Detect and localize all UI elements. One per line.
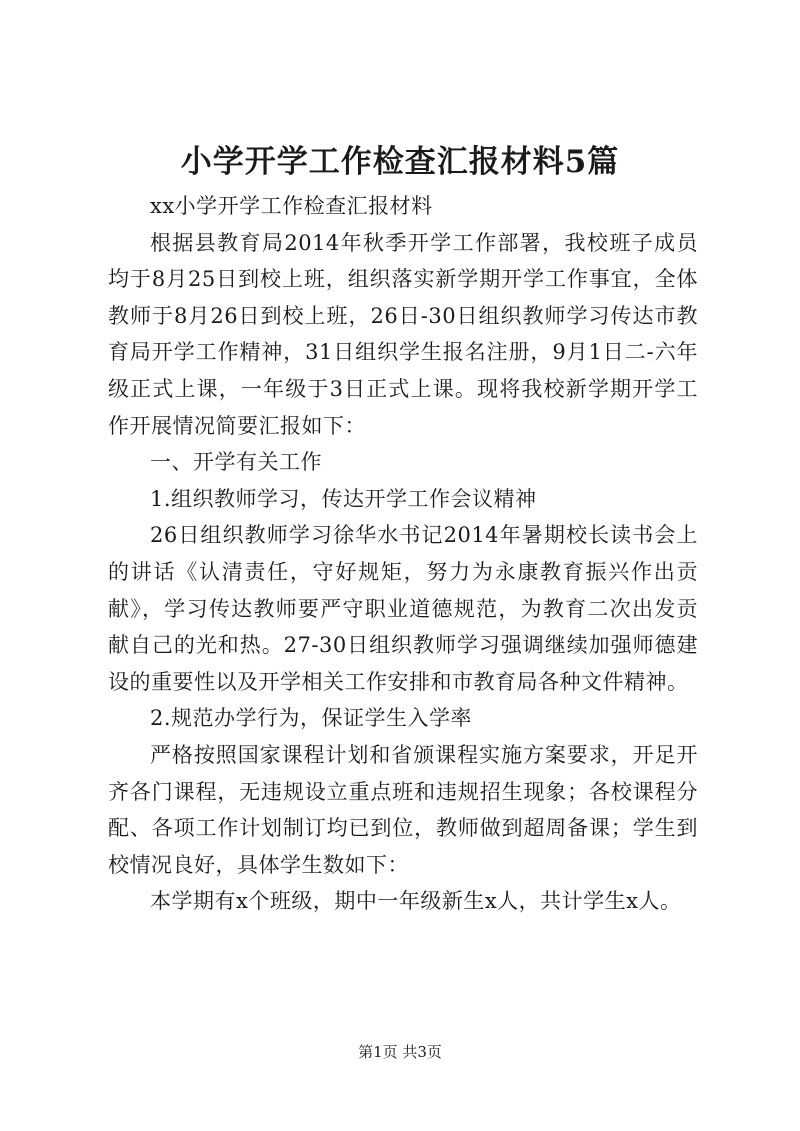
paragraph-teacher-study: 26日组织教师学习徐华水书记2014年暑期校长读书会上的讲话《认清责任，守好规矩，努力为永康教育振兴作出贡献》，学习传达教师要严守职业道德规范，为教育二次出发贡献自己的光和热。27-30日组织教师学习强调继续加强师德建设的重要性以及开学相关工作安排和市教育局各种文件精神。 (108, 523, 698, 694)
page-footer: 第1页 共3页 (358, 1043, 442, 1061)
document-body (108, 188, 698, 920)
subsection-heading-1: 1.组织教师学习，传达开学工作会议精神 (150, 486, 537, 511)
paragraph-curriculum: 严格按照国家课程计划和省颁课程实施方案要求，开足开齐各门课程，无违规设立重点班和违规招生现象；各校课程分配、各项工作计划制订均已到位，教师做到超周备课；学生到校情况良好，具体学生数如下： (108, 742, 698, 877)
section-heading-1: 一、开学有关工作 (150, 450, 322, 475)
subsection-heading-2: 2.规范办学行为，保证学生入学率 (150, 706, 473, 731)
paragraph-subtitle: xx小学开学工作检查汇报材料 (150, 194, 433, 218)
paragraph-student-count: 本学期有x个班级，期中一年级新生x人，共计学生x人。 (150, 889, 682, 914)
document-title: 小学开学工作检查汇报材料5篇 (180, 144, 620, 180)
paragraph-intro: 根据县教育局2014年秋季开学工作部署，我校班子成员均于8月25日到校上班，组织落实新学期开学工作事宜，全体教师于8月26日到校上班，26日-30日组织教师学习传达市教育局开学工作精神，31日组织学生报名注册，9月1日二-六年级正式上课，一年级于3日正式上课。现将我校新学期开学工作开展情况简要汇报如下： (108, 230, 698, 438)
